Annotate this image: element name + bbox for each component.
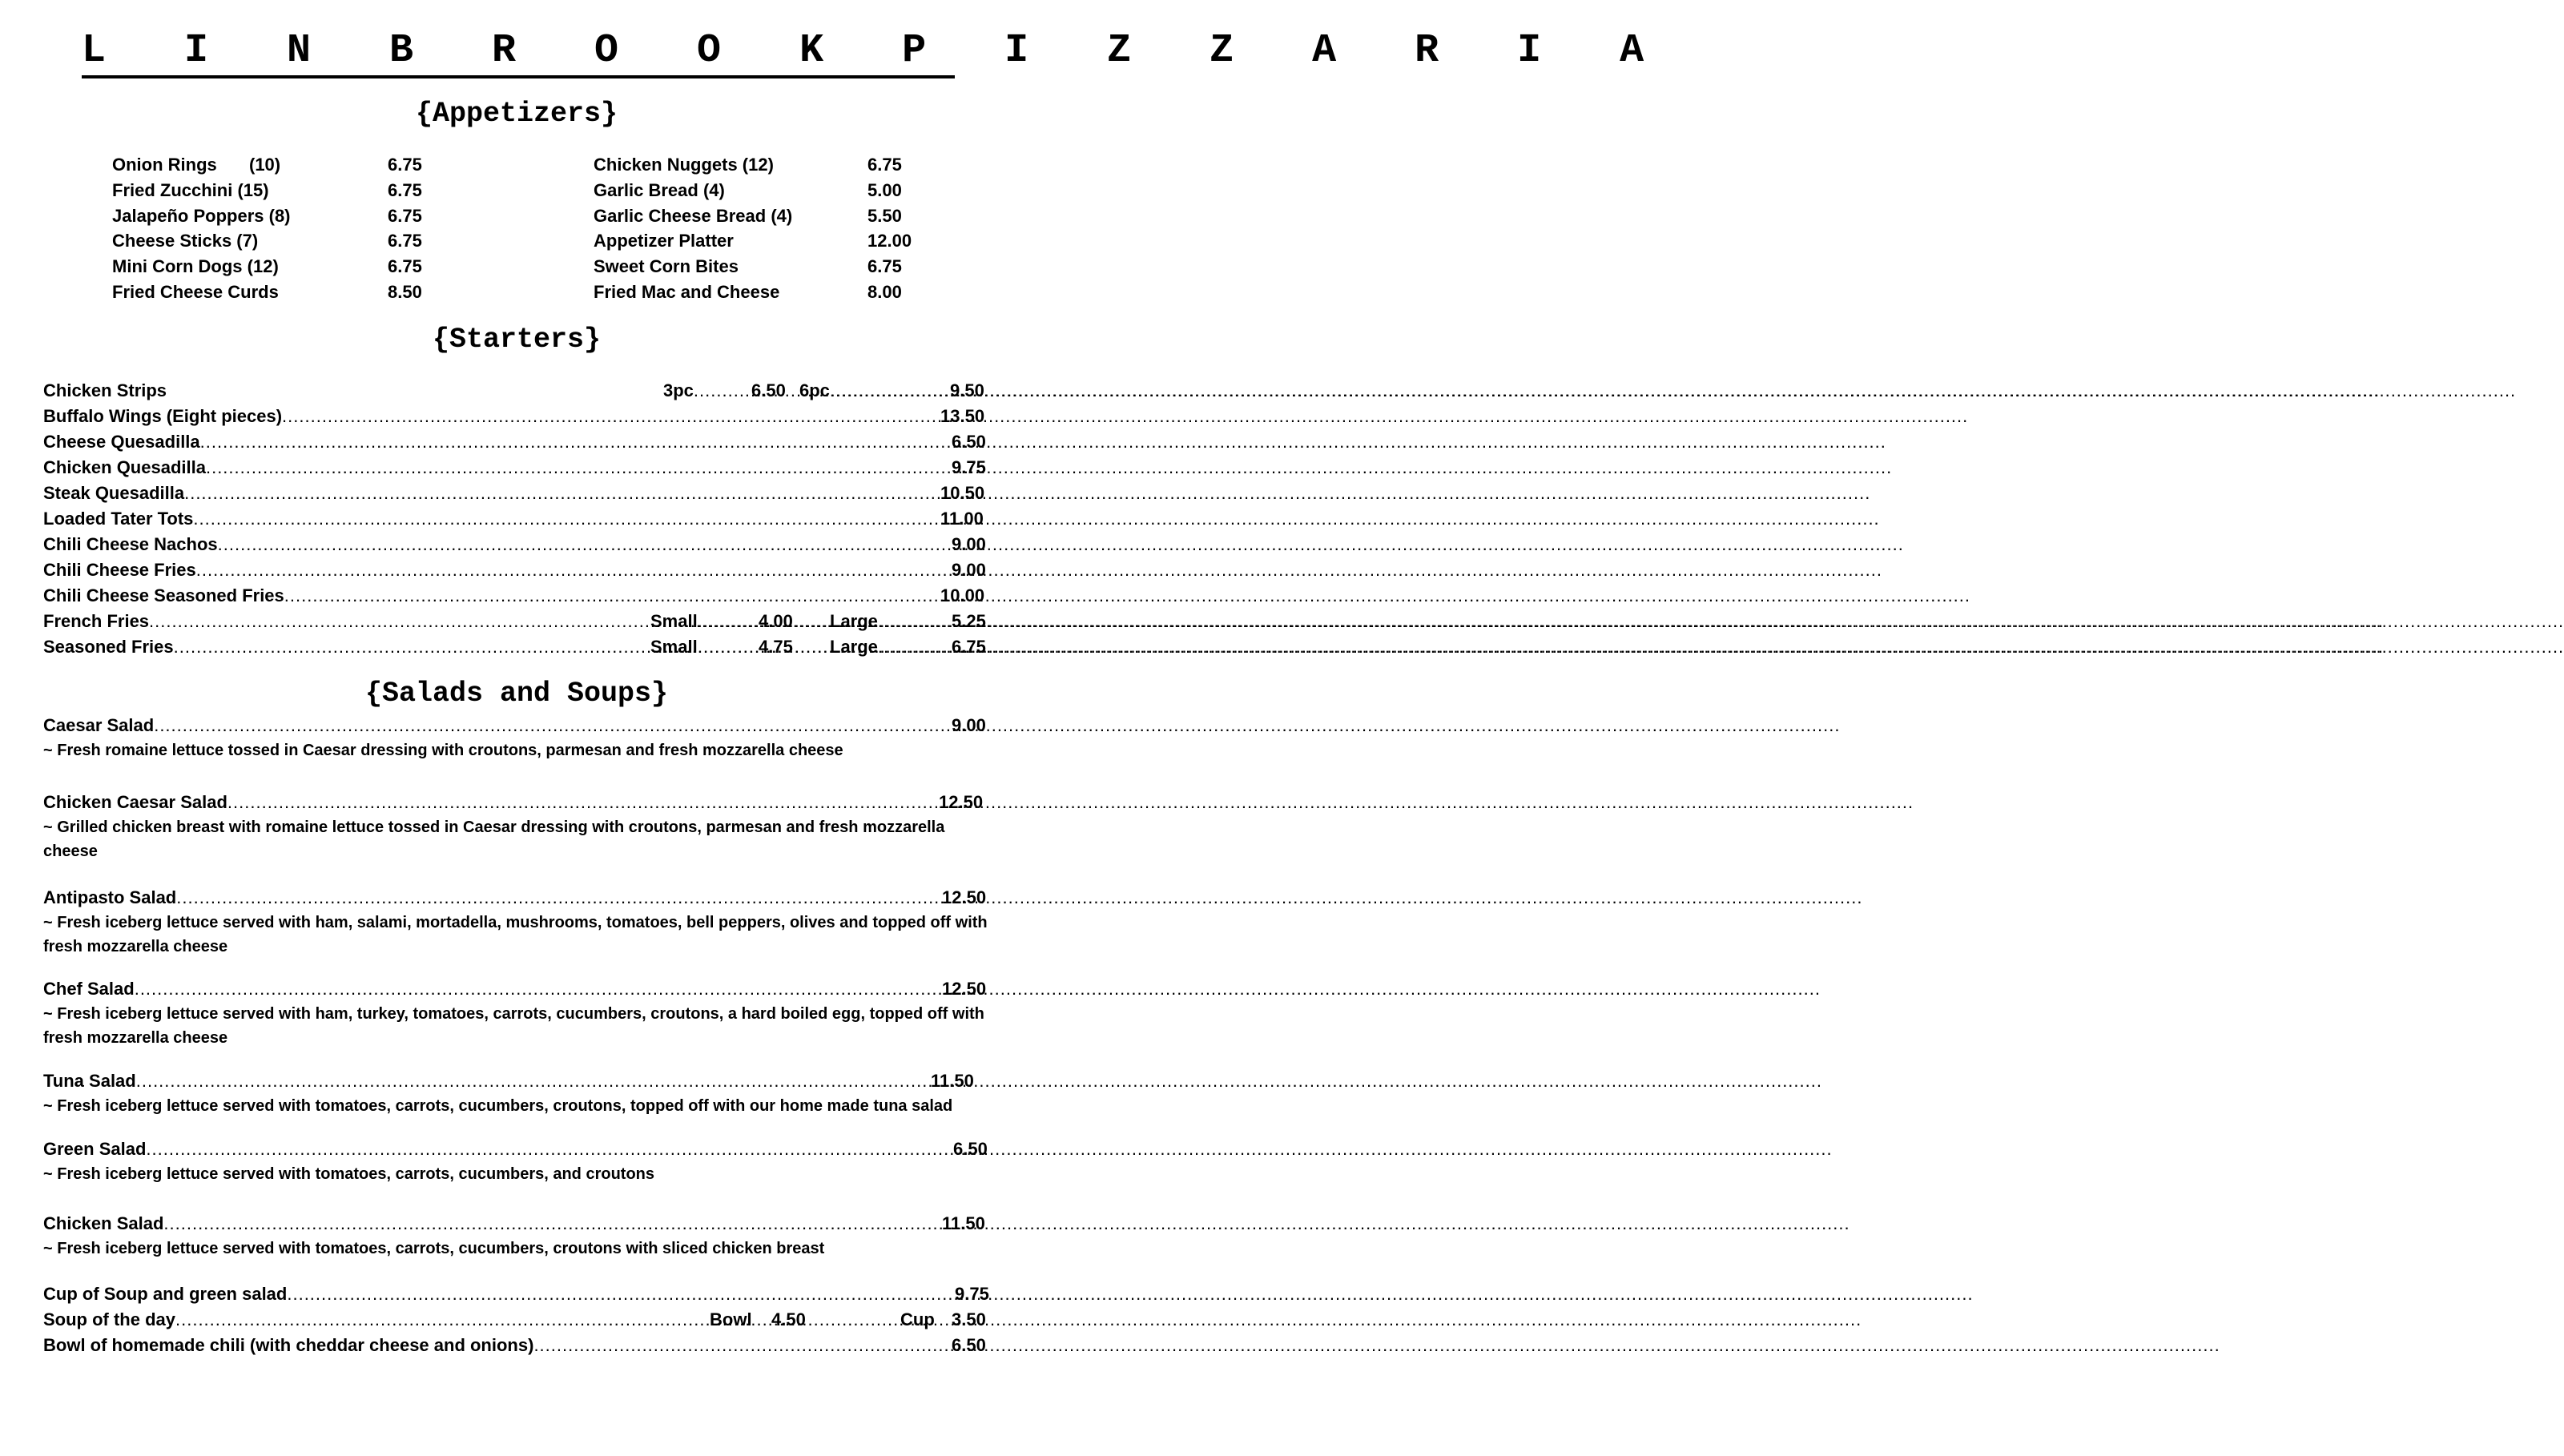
appetizer-price: 8.00: [867, 282, 902, 302]
menu-item-size: 3pc .....: [663, 380, 750, 401]
size-label: Small .....: [650, 611, 751, 632]
menu-item-name: Chicken Quesadilla .....: [43, 457, 944, 478]
menu-item-price: 9.00: [952, 534, 986, 554]
appetizer-price: 6.75: [388, 206, 422, 226]
menu-item-price: 4.75: [759, 637, 793, 657]
appetizer-price: 5.00: [867, 180, 902, 200]
starters-heading: {Starters}: [432, 324, 602, 356]
soup-name: Soup of the day .....: [43, 1309, 708, 1330]
salad-price: 11.50: [942, 1213, 985, 1233]
appetizer-price: 6.75: [388, 231, 422, 251]
menu-item-price: 10.00: [940, 585, 985, 605]
salad-description: ~ Fresh iceberg lettuce served with ham, salami, mortadella, mushrooms, tomatoes, bell peppers, olives and topped off with fresh mozzarella cheese: [43, 914, 988, 955]
salad-price: 12.50: [942, 887, 987, 907]
appetizer-name: Jalapeño Poppers (8): [112, 206, 291, 226]
appetizer-price: 6.75: [388, 155, 422, 175]
menu-item-price: 6.50: [952, 432, 986, 452]
salad-description: ~ Grilled chicken breast with romaine lettuce tossed in Caesar dressing with croutons, parmesan and fresh mozzarella cheese: [43, 818, 945, 860]
appetizer-name: Chicken Nuggets (12): [594, 155, 774, 175]
salad-description: ~ Fresh romaine lettuce tossed in Caesar dressing with croutons, parmesan and fresh mozzarella cheese: [43, 742, 843, 759]
salad-name: Antipasto Salad .....: [43, 887, 934, 908]
bowl-label: Bowl: [710, 1309, 752, 1329]
menu-item-name: Seasoned Fries .....: [43, 637, 642, 658]
menu-item-price: 9.75: [952, 457, 986, 477]
menu-item-name: Chili Cheese Fries .....: [43, 560, 944, 581]
salad-name: Chicken Salad .....: [43, 1213, 942, 1234]
salad-price: 12.50: [942, 979, 987, 999]
cup-price: 3.50: [952, 1309, 986, 1329]
salad-name: Chef Salad .....: [43, 979, 942, 999]
salad-name: Chicken Caesar Salad .....: [43, 792, 928, 813]
menu-item-name: Loaded Tater Tots .....: [43, 509, 932, 529]
soup-name: Bowl of homemade chili (with cheddar cheese and onions) .....: [43, 1335, 942, 1356]
appetizer-price: 6.75: [867, 256, 902, 276]
salad-price: 12.50: [939, 792, 984, 812]
salad-description: ~ Fresh iceberg lettuce served with ham, turkey, tomatoes, carrots, cucumbers, croutons, a hard boiled egg, topped off with fresh mozzarella cheese: [43, 1005, 984, 1047]
bowl-price: 4.50: [771, 1309, 806, 1329]
menu-item-name: Cheese Quesadilla .....: [43, 432, 945, 452]
menu-item-price: 13.50: [940, 406, 985, 426]
menu-item-name: Buffalo Wings (Eight pieces) .....: [43, 406, 931, 427]
menu-item-size: 6pc .....: [799, 380, 939, 401]
salad-price: 6.50: [953, 1139, 988, 1159]
salad-price: 11.50: [931, 1071, 974, 1091]
menu-item-price: 11.00: [940, 509, 984, 529]
appetizer-name: Mini Corn Dogs (12): [112, 256, 279, 276]
appetizer-name: Onion Rings: [112, 155, 217, 175]
menu-item-name: Chicken Strips: [43, 380, 167, 400]
salads-heading: {Salads and Soups}: [364, 678, 669, 710]
soup-name: Cup of Soup and green salad .....: [43, 1284, 947, 1305]
appetizer-name: Appetizer Platter: [594, 231, 734, 251]
salad-name: Caesar Salad .....: [43, 715, 944, 736]
salad-description: ~ Fresh iceberg lettuce served with tomatoes, carrots, cucumbers, croutons with sliced chicken breast: [43, 1240, 825, 1257]
appetizer-name: Garlic Cheese Bread (4): [594, 206, 793, 226]
menu-item-price: 10.50: [940, 483, 985, 503]
salad-name: Tuna Salad .....: [43, 1071, 923, 1092]
appetizer-price: 12.00: [867, 231, 912, 251]
size-label: Small .....: [650, 637, 751, 658]
menu-item-price: 5.25: [952, 611, 986, 631]
appetizer-name: Cheese Sticks (7): [112, 231, 259, 251]
cup-label: Cup: [900, 1309, 935, 1329]
size-label: Large .....: [830, 637, 945, 658]
menu-item-price: 6.75: [952, 637, 986, 657]
soup-price: 9.75: [955, 1284, 989, 1304]
appetizer-name: Garlic Bread (4): [594, 180, 725, 200]
appetizer-name: Sweet Corn Bites: [594, 256, 739, 276]
appetizer-price: 8.50: [388, 282, 422, 302]
salad-description: ~ Fresh iceberg lettuce served with tomatoes, carrots, cucumbers, and croutons: [43, 1165, 655, 1183]
appetizer-name: Fried Mac and Cheese: [594, 282, 780, 302]
soup-price: 6.50: [952, 1335, 986, 1355]
size-label: Large .....: [830, 611, 945, 632]
appetizer-price: 5.50: [867, 206, 902, 226]
salad-name: Green Salad .....: [43, 1139, 945, 1160]
menu-item-price: 4.00: [759, 611, 793, 631]
salad-price: 9.00: [952, 715, 986, 735]
menu-item-name: French Fries .....: [43, 611, 646, 632]
salad-description: ~ Fresh iceberg lettuce served with tomatoes, carrots, cucumbers, croutons, topped off with our home made tuna salad: [43, 1097, 953, 1115]
menu-item-name: Chili Cheese Nachos .....: [43, 534, 944, 555]
appetizer-price: 6.75: [867, 155, 902, 175]
page-title: L I N B R O O K P I Z Z A R I A: [82, 30, 955, 78]
appetizer-price: 6.75: [388, 180, 422, 200]
menu-item-price: 9.50: [950, 380, 984, 400]
menu-item-name: Chili Cheese Seasoned Fries .....: [43, 585, 931, 606]
appetizer-qty: (10): [249, 155, 281, 175]
appetizer-name: Fried Zucchini (15): [112, 180, 269, 200]
appetizers-heading: {Appetizers}: [415, 98, 618, 130]
appetizer-price: 6.75: [388, 256, 422, 276]
menu-item-price: 9.00: [952, 560, 986, 580]
menu-item-name: Steak Quesadilla .....: [43, 483, 932, 504]
menu-item-price: 6.50: [751, 380, 786, 400]
appetizer-name: Fried Cheese Curds: [112, 282, 279, 302]
